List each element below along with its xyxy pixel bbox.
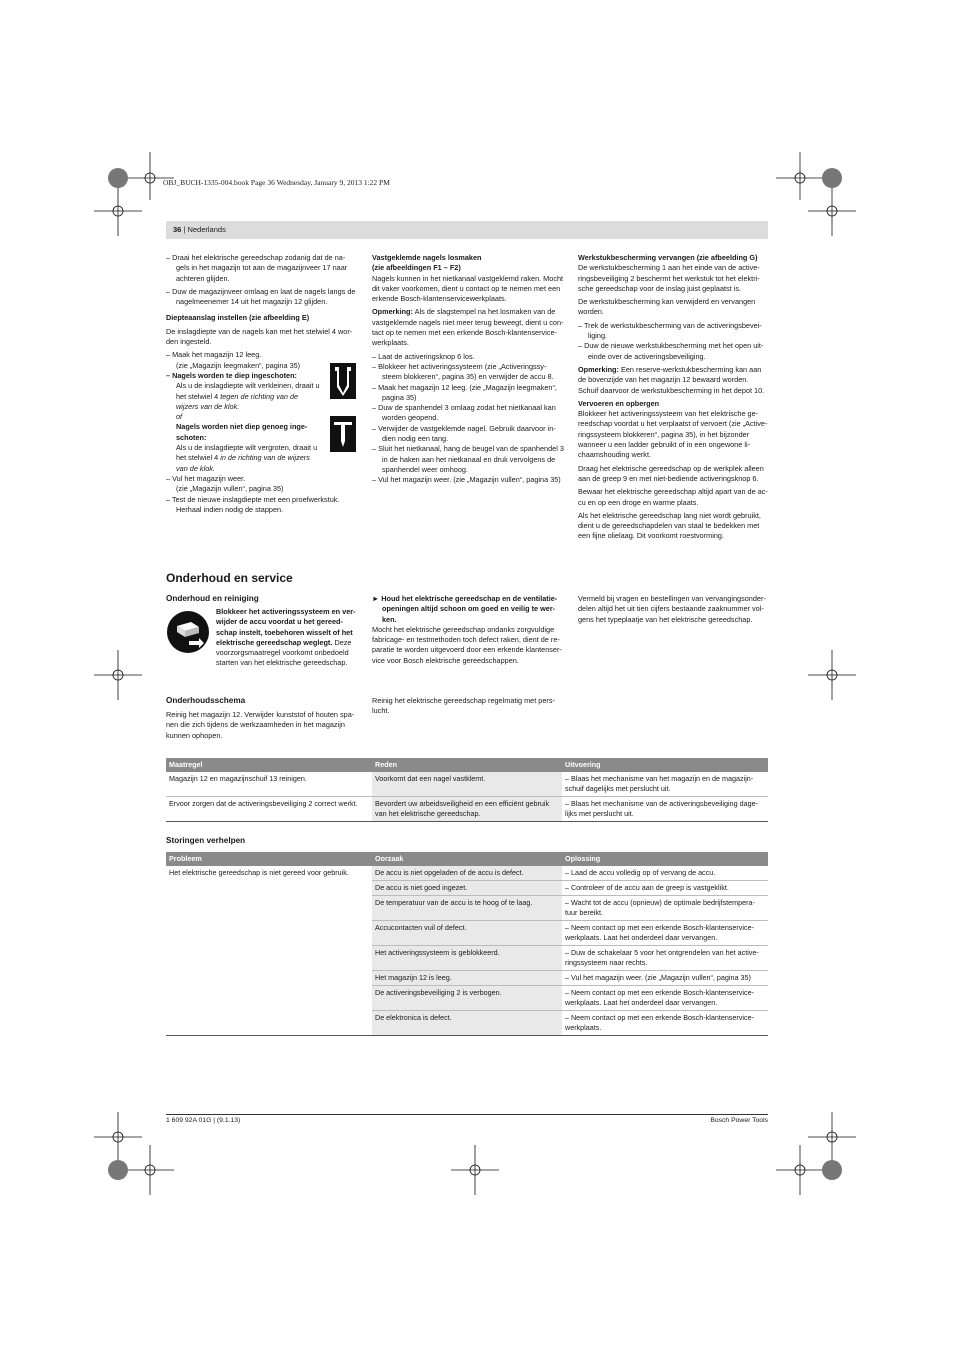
col1-deep-title: – Nagels worden te diep ingeschoten:: [166, 370, 297, 380]
col3-note-label: Opmerking:: [578, 364, 619, 374]
table-row: [166, 866, 768, 881]
solution-cell: – Laad de accu volledig op of vervang de accu.: [562, 866, 768, 881]
footer-rule: [166, 1114, 768, 1115]
solution-cell: – Wacht tot de accu (opnieuw) de optimale bedrijfstempera-tuur bereikt.: [562, 896, 768, 921]
table-cell: Voorkomt dat een nagel vastklemt.: [372, 772, 562, 797]
column-3: [578, 253, 770, 545]
col2-intro: Nagels kunnen in het nietkanaal vastgeklemd raken. Mocht dit vaker voorkomen, dient u contact op te nemen met een erkende Bosch-klantenservicewerkplaats.: [372, 273, 564, 304]
col3-text: De werkstukbescherming 1 aan het einde van de active-ringsbeveiliging 2 beschermt het werkstuk tot het elektri-sche gereedschap voor de inslag juist geplaatst is.: [578, 263, 760, 293]
col1-shallow-dir: in de richting van de wijzers van de klok.: [176, 453, 310, 473]
nail-not-deep-icon: [330, 416, 356, 452]
schedule-text: Reinig het elektrische gereedschap regelmatig met pers-lucht.: [372, 696, 555, 716]
col3-step: – Duw de nieuwe werkstukbescherming met het open uit-einde over de activeringsbeveiliging.: [578, 341, 764, 361]
table-cell: Bevordert uw arbeidsveiligheid en een efficiënt gebruik van het elektrische gereedschap.: [372, 797, 562, 822]
cause-cell: Het magazijn 12 is leeg.: [372, 971, 562, 986]
col3-note: Een reserve-werkstukbescherming kan aan de bovenzijde van het magazijn 12 bewaard worden. Schuif daarvoor de werkstukbescherming in het depot 10.: [578, 364, 765, 395]
col2-note: Als de slagstempel na het losmaken van de vastgeklemde nagels niet meer terug beweegt, dient u con-tact op te nemen met een erkende Bosch-klantenservice-werkplaats.: [372, 307, 564, 348]
footer-right: Bosch Power Tools: [710, 1117, 768, 1124]
cause-cell: Het activeringssysteem is geblokkeerd.: [372, 946, 562, 971]
table-header: Reden: [372, 758, 562, 772]
battery-remove-icon: [166, 610, 210, 654]
subsection-title: Onderhoud en reiniging: [166, 594, 259, 603]
solution-cell: – Duw de schakelaar 5 voor het ontgrendelen van het active-ringssysteem naar rechts.: [562, 946, 768, 971]
cause-cell: De accu is niet goed ingezet.: [372, 881, 562, 896]
col2-step: – Duw de spanhendel 3 omlaag zodat het nietkanaal kan worden geopend.: [372, 403, 556, 423]
col2-step: – Maak het magazijn 12 leeg. (zie „Magazijn leegmaken“, pagina 35): [372, 382, 557, 402]
table-header: Oorzaak: [372, 852, 562, 866]
col3-text: Draag het elektrische gereedschap op de werkplek alleen aan de greep 9 en met niet-bediende activeringsknop 6.: [578, 463, 764, 483]
nail-too-deep-icon: [330, 363, 356, 399]
col1-step: – Test de nieuwe inslagdiepte met een proefwerkstuk. Herhaal indien nodig de stappen.: [166, 494, 340, 514]
page-number: 36: [173, 225, 182, 234]
col2-step: – Laat de activeringsknop 6 los.: [372, 351, 475, 361]
col1-or: of: [176, 412, 183, 422]
bullet-bold: Houd het elektrische gereedschap en de ventilatie-openingen altijd schoon om goed en veilig te wer-ken.: [381, 594, 558, 624]
schedule-left: [166, 710, 358, 744]
col2-step: – Blokkeer het activeringssysteem (zie „Activeringssy-steem blokkeren“, pagina 35) en verwijder de accu 8.: [372, 361, 554, 382]
col3-text: De werkstukbescherming kan verwijderd en vervangen worden.: [578, 297, 756, 317]
section-title: Onderhoud en service: [166, 571, 293, 585]
col1-shallow-title: Nagels worden niet diep genoeg inge-schoten:: [176, 422, 308, 442]
table-header: Probleem: [166, 852, 372, 866]
col2-step: – Vul het magazijn weer. (zie „Magazijn vullen“, pagina 35): [372, 475, 561, 485]
col1-step-ref: (zie „Magazijn vullen“, pagina 35): [176, 484, 284, 494]
col2-heading: Vastgeklemde nagels losmaken: [372, 253, 482, 262]
service-middle: ► Houd het elektrische gereedschap en de ventilatie-openingen altijd schoon om goed en veilig te wer-ken. Mocht het elektrische gereedschap ondanks zorgvuldige fabricage- en testmethoden toch defect raken, dient de re-paratie te worden uitgevoerd door een erkende klantenser-vice voor Bosch elektrische gereedschappen.: [372, 594, 564, 669]
cause-cell: De elektronica is defect.: [372, 1011, 562, 1036]
col2-step: – Verwijder de vastgeklemde nagel. Gebruik daarvoor in-dien nodig een tang.: [372, 423, 556, 444]
solution-cell: – Neem contact op met een erkende Bosch-klantenservice-werkplaats. Laat het onderdeel daar vervangen.: [562, 921, 768, 946]
col1-step: – Vul het magazijn weer.: [166, 473, 246, 483]
cause-cell: De activeringsbeveiliging 2 is verbogen.: [372, 986, 562, 1011]
col1-heading: Diepteaanslag instellen (zie afbeelding E): [166, 313, 310, 323]
cause-cell: De accu is niet opgeladen of de accu is defect.: [372, 866, 562, 881]
table-header: Uitvoering: [562, 758, 768, 772]
page-header: 36 | Nederlands: [166, 221, 768, 239]
warning-text: Deze voorzorgsmaatregel voorkomt onbedoeld starten van het elektrische gereedschap.: [216, 637, 352, 668]
solution-cell: – Neem contact op met een erkende Bosch-klantenservice-werkplaats. Laat het onderdeel daar vervangen.: [562, 986, 768, 1011]
schedule-middle: [372, 696, 564, 720]
print-slug: OBJ_BUCH-1335-004.book Page 36 Wednesday, January 9, 2013 1:22 PM: [163, 178, 390, 187]
col1-deep-dir: tegen de richting van de wijzers van de klok.: [176, 391, 299, 411]
schedule-text: Reinig het magazijn 12. Verwijder kunststof of houten spa-nen die zich tijdens de werkzaamheden in het magazijn kunnen ophopen.: [166, 710, 355, 740]
warning-bold: Blokkeer het activeringssysteem en ver-wijder de accu voordat u het gereed-schap instelt, toebehoren wisselt of het elektrische gereedschap weglegt.: [216, 607, 356, 647]
maintenance-table: [166, 758, 768, 822]
col3-text: Als het elektrische gereedschap lang niet wordt gebruikt, dient u de gereedschapdelen van staal te bedekken met een fijne olielaag. Dit voorkomt roestvorming.: [578, 510, 761, 541]
col3-text: Bewaar het elektrische gereedschap altijd apart van de ac-cu en op een droge en warme plaats.: [578, 487, 768, 507]
cause-cell: Accucontacten vuil of defect.: [372, 921, 562, 946]
maintenance-warning: [216, 607, 358, 672]
table-cell: – Blaas het mechanisme van de activeringsbeveiliging dage-lijks met perslucht uit.: [565, 799, 758, 818]
cause-cell: De temperatuur van de accu is te hoog of te laag.: [372, 896, 562, 921]
column-2: [372, 253, 564, 486]
col3-heading2: Vervoeren en opbergen: [578, 398, 660, 408]
col1-item: – Duw de magazijnveer omlaag en laat de nagels langs de nagelmeenemer 14 uit het magazijn 12 glijden.: [166, 286, 356, 307]
footer-left: 1 609 92A 01G | (9.1.13): [166, 1117, 241, 1124]
col3-step: – Trek de werkstukbescherming van de activeringsbevei-liging.: [578, 320, 762, 341]
subsection-title: Storingen verhelpen: [166, 836, 246, 845]
col1-step-ref: (zie „Magazijn leegmaken“, pagina 35): [176, 360, 301, 370]
table-cell: Ervoor zorgen dat de activeringsbeveiliging 2 correct werkt.: [169, 799, 358, 808]
table-header: Maatregel: [166, 758, 372, 772]
col3-heading: Werkstukbescherming vervangen (zie afbeelding G): [578, 253, 758, 262]
col1-step: – Maak het magazijn 12 leeg.: [166, 350, 262, 360]
service-right: [578, 594, 770, 628]
col1-shallow-text: Als u de inslagdiepte wilt vergroten, draait u het stelwiel 4: [176, 443, 318, 463]
table-header: Oplossing: [562, 852, 768, 866]
col2-note-label: Opmerking:: [372, 307, 413, 317]
table-row: [166, 772, 768, 797]
col1-item: – Draai het elektrische gereedschap zodanig dat de na-gels in het magazijn tot aan de magazijnveer 17 naar achteren glijden.: [166, 253, 348, 283]
header-language: Nederlands: [187, 225, 226, 234]
solution-cell: – Vul het magazijn weer. (zie „Magazijn vullen“, pagina 35): [562, 971, 768, 986]
col2-step: – Sluit het nietkanaal, hang de beugel van de spanhendel 3 in de haken aan het nietkanaal en druk vervolgens de spanhendel weer omhoog.: [372, 444, 564, 474]
service-text: Mocht het elektrische gereedschap ondanks zorgvuldige fabricage- en testmethoden toch defect raken, dient de re-paratie te worden uitgevoerd door een erkende klantenser-vice voor Bosch elektrische gereedschappen.: [372, 624, 562, 665]
table-cell: Magazijn 12 en magazijnschuif 13 reinigen.: [166, 772, 372, 797]
problem-cell: Het elektrische gereedschap is niet gereed voor gebruik.: [169, 868, 349, 877]
col2-heading2: (zie afbeeldingen F1 – F2): [372, 263, 461, 273]
table-cell: – Blaas het mechanisme van het magazijn en de magazijn-schuif dagelijks met perslucht uit.: [562, 772, 768, 797]
faults-table: [166, 852, 768, 1036]
service-text: Vermeld bij vragen en bestellingen van vervangingsonder-delen altijd het uit tien cijfers bestaande zaaknummer vol-gens het typeplaatje van het elektrische gereedschap.: [578, 594, 766, 624]
solution-cell: – Controleer of de accu aan de greep is vastgeklikt.: [562, 881, 768, 896]
col1-deep-text: Als u de inslagdiepte wilt verkleinen, draait u het stelwiel 4: [176, 381, 320, 401]
col3-text: Blokkeer het activeringssysteem van het elektrische ge-reedschap voordat u het verplaatst of vervoert (zie „Active-ringssysteem blokkeren“, pagina 35), in het bijzonder wanneer u een ladder gebruikt of in een ongewone li-chaamshouding werkt.: [578, 409, 768, 460]
table-row: [166, 797, 768, 822]
subsection-title: Onderhoudsschema: [166, 696, 246, 705]
col1-intro: De inslagdiepte van de nagels kan met het stelwiel 4 wor-den ingesteld.: [166, 326, 353, 347]
solution-cell: – Neem contact op met een erkende Bosch-klantenservice-werkplaats.: [565, 1013, 754, 1032]
